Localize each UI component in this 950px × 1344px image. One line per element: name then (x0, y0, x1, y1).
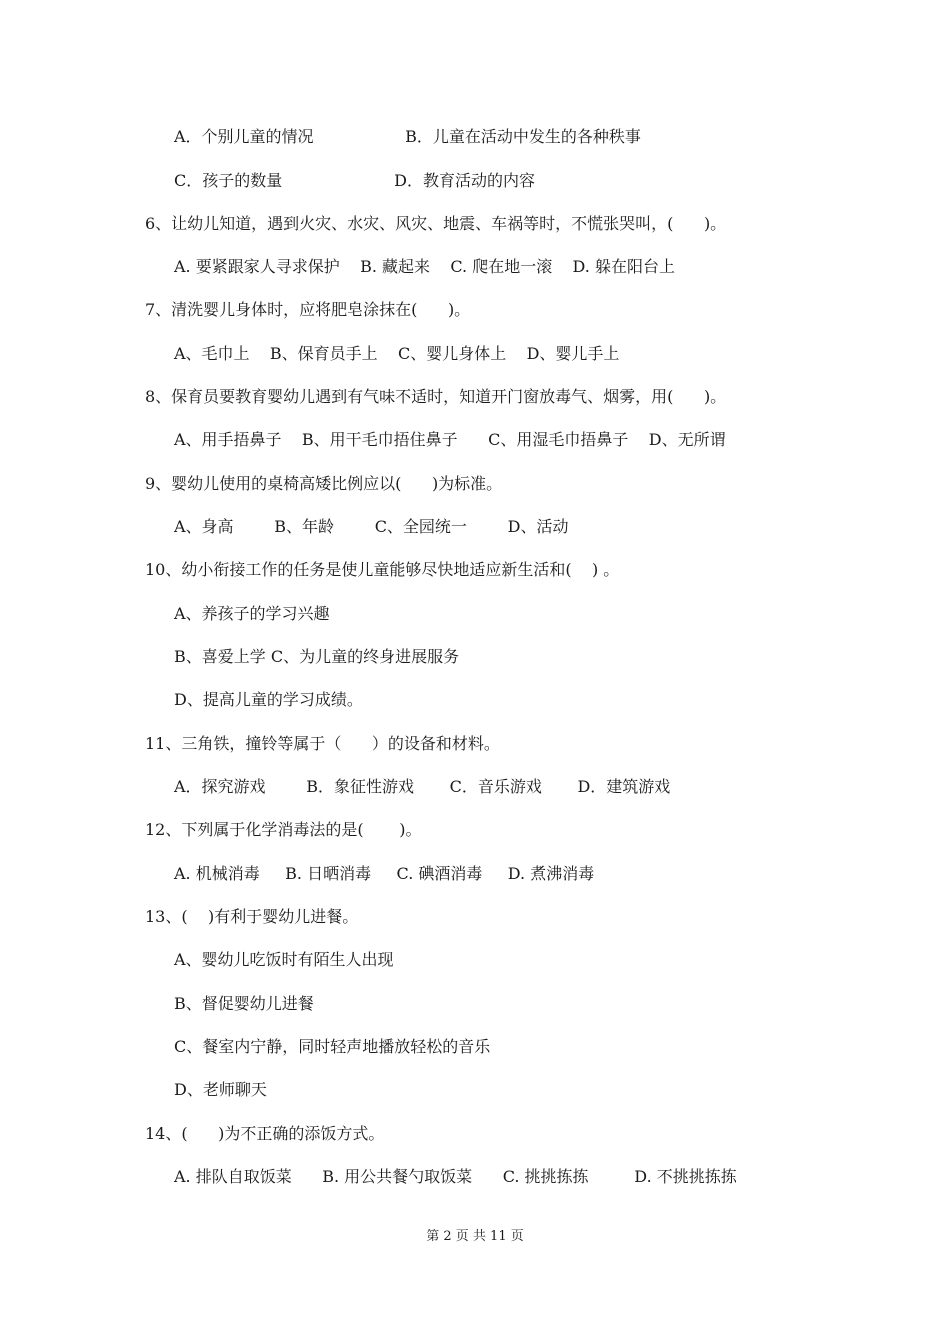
option-line: B、督促婴幼儿进餐 (174, 994, 314, 1013)
question-11: 11、三角铁，撞铃等属于（ ）的设备和材料。 (145, 734, 500, 753)
question-8: 8、保育员要教育婴幼儿遇到有气味不适时，知道开门窗放毒气、烟雾，用( )。 (145, 387, 727, 406)
option-line: A、婴幼儿吃饭时有陌生人出现 (174, 950, 394, 969)
question-10: 10、幼小衔接工作的任务是使儿童能够尽快地适应新生活和( ) 。 (145, 560, 620, 579)
option-line: C、餐室内宁静，同时轻声地播放轻松的音乐 (174, 1037, 491, 1056)
page-footer: 第 2 页 共 11 页 (426, 1229, 524, 1244)
option-line: A．个别儿童的情况 B．儿童在活动中发生的各种秩事 (174, 127, 641, 146)
option-line: A．探究游戏 B．象征性游戏 C．音乐游戏 D．建筑游戏 (174, 777, 671, 796)
option-line: C．孩子的数量 D．教育活动的内容 (174, 171, 535, 190)
question-9: 9、婴幼儿使用的桌椅高矮比例应以( )为标准。 (145, 474, 503, 493)
option-line: A. 机械消毒 B. 日晒消毒 C. 碘酒消毒 D. 煮沸消毒 (174, 864, 595, 883)
option-line: A. 排队自取饭菜 B. 用公共餐勺取饭菜 C. 挑挑拣拣 D. 不挑挑拣拣 (174, 1167, 737, 1186)
option-line: A、毛巾上 B、保育员手上 C、婴儿身体上 D、婴儿手上 (174, 344, 620, 363)
question-13: 13、( )有利于婴幼儿进餐。 (145, 907, 359, 926)
option-line: D、老师聊天 (174, 1080, 267, 1099)
option-line: A、用手捂鼻子 B、用干毛巾捂住鼻子 C、用湿毛巾捂鼻子 D、无所谓 (174, 430, 726, 449)
option-line: A. 要紧跟家人寻求保护 B. 藏起来 C. 爬在地一滚 D. 躲在阳台上 (174, 257, 675, 276)
question-14: 14、( )为不正确的添饭方式。 (145, 1124, 385, 1143)
option-line: D、提高儿童的学习成绩。 (174, 690, 363, 709)
option-line: A、身高 B、年龄 C、全园统一 D、活动 (174, 517, 569, 536)
question-12: 12、下列属于化学消毒法的是( )。 (145, 820, 422, 839)
option-line: A、养孩子的学习兴趣 (174, 604, 330, 623)
question-7: 7、清洗婴儿身体时，应将肥皂涂抹在( )。 (145, 300, 471, 319)
option-line: B、喜爱上学 C、为儿童的终身进展服务 (174, 647, 460, 666)
question-6: 6、让幼儿知道，遇到火灾、水灾、风灾、地震、车祸等时，不慌张哭叫，( )。 (145, 214, 727, 233)
